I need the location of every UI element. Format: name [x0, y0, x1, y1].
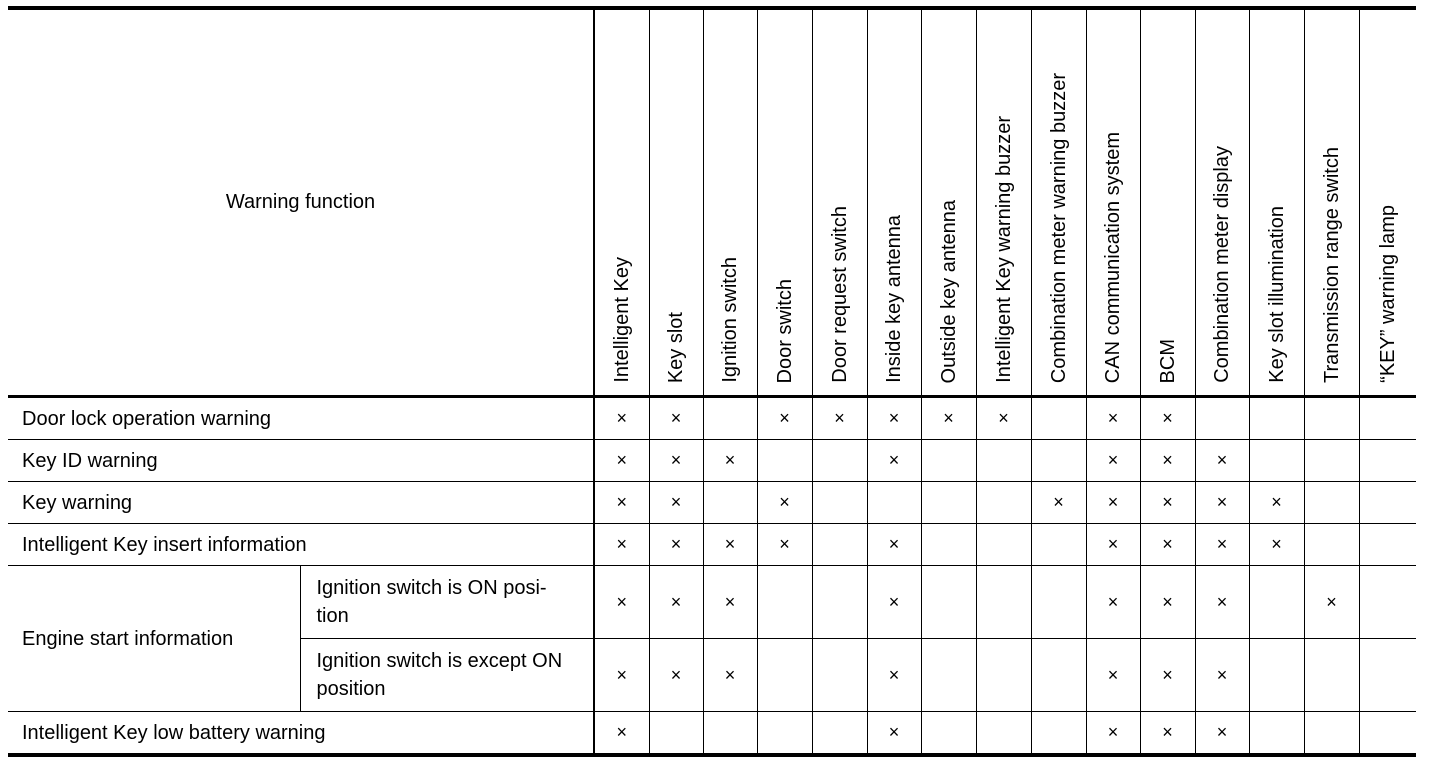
empty-cell	[1304, 482, 1359, 524]
col-header	[1359, 8, 1416, 397]
check-mark-cell: ×	[867, 397, 921, 440]
empty-cell	[812, 712, 867, 756]
empty-cell	[1249, 712, 1304, 756]
check-mark-cell: ×	[812, 397, 867, 440]
col-header	[1086, 8, 1140, 397]
col-header	[703, 8, 757, 397]
empty-cell	[976, 524, 1031, 566]
empty-cell	[1249, 440, 1304, 482]
empty-cell	[757, 440, 812, 482]
check-mark-cell: ×	[757, 482, 812, 524]
empty-cell	[921, 482, 976, 524]
empty-cell	[812, 482, 867, 524]
empty-cell	[1249, 566, 1304, 639]
empty-cell	[757, 639, 812, 712]
row-label: Intelligent Key insert information	[8, 524, 594, 566]
col-header	[1195, 8, 1249, 397]
check-mark-cell: ×	[1140, 397, 1195, 440]
empty-cell	[1031, 397, 1086, 440]
col-header-label: Ignition switch	[719, 257, 741, 383]
empty-cell	[1359, 482, 1416, 524]
check-mark-cell: ×	[594, 440, 649, 482]
empty-cell	[1304, 712, 1359, 756]
empty-cell	[757, 712, 812, 756]
empty-cell	[757, 566, 812, 639]
empty-cell	[976, 482, 1031, 524]
col-header	[812, 8, 867, 397]
check-mark-cell: ×	[867, 712, 921, 756]
check-mark-cell: ×	[1140, 524, 1195, 566]
empty-cell	[812, 524, 867, 566]
table-row	[8, 524, 1416, 566]
table-row	[8, 712, 1416, 756]
col-header-label: Intelligent Key	[610, 257, 633, 383]
check-mark-cell: ×	[594, 566, 649, 639]
check-mark-cell: ×	[649, 524, 703, 566]
empty-cell	[1304, 397, 1359, 440]
empty-cell	[1304, 639, 1359, 712]
empty-cell	[921, 566, 976, 639]
check-mark-cell: ×	[1140, 566, 1195, 639]
col-header-label: Door request switch	[828, 206, 851, 383]
col-header-label: Key slot illumination	[1265, 206, 1288, 383]
check-mark-cell: ×	[1086, 639, 1140, 712]
check-mark-cell: ×	[1086, 440, 1140, 482]
empty-cell	[976, 440, 1031, 482]
col-header	[1140, 8, 1195, 397]
empty-cell	[921, 639, 976, 712]
check-mark-cell: ×	[649, 397, 703, 440]
col-header-label: Outside key antenna	[937, 199, 960, 383]
check-mark-cell: ×	[703, 524, 757, 566]
empty-cell	[1359, 440, 1416, 482]
col-header-label: “KEY” warning lamp	[1376, 205, 1399, 383]
empty-cell	[976, 566, 1031, 639]
col-header-label: Intelligent Key warning buzzer	[992, 116, 1015, 383]
check-mark-cell: ×	[1304, 566, 1359, 639]
row-label: Key ID warning	[8, 440, 594, 482]
empty-cell	[1359, 566, 1416, 639]
col-header-label: Key slot	[665, 311, 687, 383]
row-label: Intelligent Key low battery warning	[8, 712, 594, 756]
table-row	[8, 440, 1416, 482]
check-mark-cell: ×	[1195, 712, 1249, 756]
check-mark-cell: ×	[649, 566, 703, 639]
check-mark-cell: ×	[649, 482, 703, 524]
col-header-label: Combination meter warning buzzer	[1047, 72, 1070, 383]
empty-cell	[867, 482, 921, 524]
empty-cell	[649, 712, 703, 756]
col-header	[1031, 8, 1086, 397]
check-mark-cell: ×	[1086, 482, 1140, 524]
empty-cell	[1304, 440, 1359, 482]
check-mark-cell: ×	[1140, 440, 1195, 482]
empty-cell	[1031, 639, 1086, 712]
col-header-label: Transmission range switch	[1320, 146, 1343, 383]
col-header	[1304, 8, 1359, 397]
check-mark-cell: ×	[1195, 639, 1249, 712]
header-warning-function: Warning function	[8, 8, 594, 397]
col-header	[649, 8, 703, 397]
empty-cell	[1359, 524, 1416, 566]
check-mark-cell: ×	[1195, 524, 1249, 566]
empty-cell	[703, 397, 757, 440]
check-mark-cell: ×	[1086, 524, 1140, 566]
check-mark-cell: ×	[649, 639, 703, 712]
col-header	[594, 8, 649, 397]
check-mark-cell: ×	[1140, 639, 1195, 712]
empty-cell	[921, 440, 976, 482]
check-mark-cell: ×	[1086, 712, 1140, 756]
check-mark-cell: ×	[976, 397, 1031, 440]
check-mark-cell: ×	[867, 440, 921, 482]
empty-cell	[1031, 566, 1086, 639]
subrow-label: Ignition switch is ON posi- tion	[300, 566, 594, 639]
check-mark-cell: ×	[1140, 712, 1195, 756]
check-mark-cell: ×	[703, 566, 757, 639]
table-row	[8, 566, 1416, 639]
subrow-label: Ignition switch is except ON position	[300, 639, 594, 712]
check-mark-cell: ×	[594, 524, 649, 566]
check-mark-cell: ×	[1195, 482, 1249, 524]
check-mark-cell: ×	[921, 397, 976, 440]
check-mark-cell: ×	[1195, 566, 1249, 639]
col-header-label: Combination meter display	[1211, 146, 1233, 383]
empty-cell	[1031, 524, 1086, 566]
table-row	[8, 482, 1416, 524]
check-mark-cell: ×	[1249, 524, 1304, 566]
group-label: Engine start information	[8, 566, 300, 712]
check-mark-cell: ×	[594, 397, 649, 440]
empty-cell	[1359, 397, 1416, 440]
empty-cell	[1304, 524, 1359, 566]
check-mark-cell: ×	[594, 712, 649, 756]
empty-cell	[976, 639, 1031, 712]
check-mark-cell: ×	[757, 397, 812, 440]
empty-cell	[1249, 397, 1304, 440]
check-mark-cell: ×	[867, 524, 921, 566]
check-mark-cell: ×	[1249, 482, 1304, 524]
empty-cell	[703, 482, 757, 524]
empty-cell	[703, 712, 757, 756]
row-label: Key warning	[8, 482, 594, 524]
empty-cell	[812, 440, 867, 482]
empty-cell	[1249, 639, 1304, 712]
check-mark-cell: ×	[1086, 566, 1140, 639]
check-mark-cell: ×	[594, 482, 649, 524]
check-mark-cell: ×	[594, 639, 649, 712]
table-row	[8, 397, 1416, 440]
check-mark-cell: ×	[703, 639, 757, 712]
empty-cell	[1195, 397, 1249, 440]
check-mark-cell: ×	[1086, 397, 1140, 440]
check-mark-cell: ×	[757, 524, 812, 566]
empty-cell	[1031, 712, 1086, 756]
col-header-label: BCM	[1156, 338, 1179, 383]
col-header	[921, 8, 976, 397]
col-header	[976, 8, 1031, 397]
check-mark-cell: ×	[703, 440, 757, 482]
empty-cell	[921, 524, 976, 566]
check-mark-cell: ×	[1031, 482, 1086, 524]
col-header	[757, 8, 812, 397]
empty-cell	[812, 566, 867, 639]
col-header-label: Door switch	[773, 278, 796, 383]
warning-function-table	[8, 6, 1416, 757]
empty-cell	[1359, 639, 1416, 712]
check-mark-cell: ×	[1195, 440, 1249, 482]
check-mark-cell: ×	[649, 440, 703, 482]
col-header-label: CAN communication system	[1102, 131, 1124, 383]
check-mark-cell: ×	[1140, 482, 1195, 524]
empty-cell	[812, 639, 867, 712]
table-body	[8, 8, 1416, 755]
header-row	[8, 8, 1416, 397]
check-mark-cell: ×	[867, 639, 921, 712]
empty-cell	[1359, 712, 1416, 756]
col-header-label: Inside key antenna	[883, 215, 905, 383]
empty-cell	[1031, 440, 1086, 482]
col-header	[867, 8, 921, 397]
empty-cell	[976, 712, 1031, 756]
row-label: Door lock operation warning	[8, 397, 594, 440]
col-header	[1249, 8, 1304, 397]
empty-cell	[921, 712, 976, 756]
check-mark-cell: ×	[867, 566, 921, 639]
